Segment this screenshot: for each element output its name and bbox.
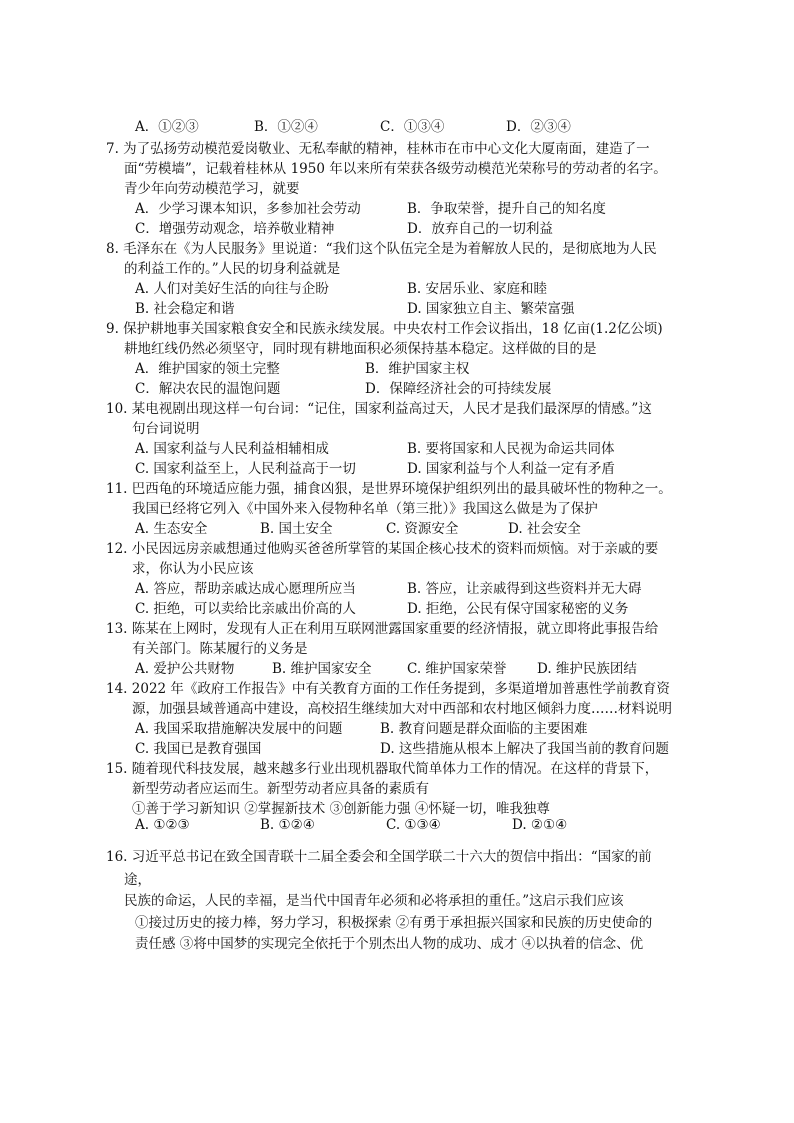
option-a: A. 人们对美好生活的向往与企盼 bbox=[135, 281, 329, 297]
option-d: D. 这些措施从根本上解决了我国当前的教育问题 bbox=[380, 741, 669, 757]
option-b: B．争取荣誉，提升自己的知名度 bbox=[407, 201, 606, 217]
question-11-stem: 我国已经将它列入《中国外来入侵物种名单（第三批）》我国这么做是为了保护 bbox=[132, 501, 598, 517]
option-c: C．①③④ bbox=[380, 119, 445, 135]
option-d: D．放弃自己的一切利益 bbox=[407, 221, 553, 237]
question-16-stem: 途， bbox=[124, 872, 151, 888]
option-d: D. 拒绝，公民有保守国家秘密的义务 bbox=[407, 601, 629, 617]
option-a: A．维护国家的领土完整 bbox=[135, 361, 280, 377]
option-c: C. 拒绝，可以卖给比亲戚出价高的人 bbox=[135, 601, 356, 617]
question-15-stem: 新型劳动者应运而生。新型劳动者应具备的素质有 bbox=[132, 781, 429, 797]
option-d: D. ②①④ bbox=[512, 817, 568, 833]
option-c: C. 维护国家荣誉 bbox=[407, 661, 507, 677]
option-c: C. 国家利益至上，人民利益高于一切 bbox=[135, 461, 356, 477]
question-8-stem: 的利益工作的。”人民的切身利益就是 bbox=[124, 261, 341, 277]
option-b: B. 教育问题是群众面临的主要困难 bbox=[380, 721, 588, 737]
option-d: D. 维护民族团结 bbox=[537, 661, 637, 677]
option-d: D．保障经济社会的可持续发展 bbox=[365, 381, 552, 397]
question-7-stem: 7. 为了弘扬劳动模范爱岗敬业、无私奉献的精神，桂林市在市中心文化大厦南面，建造了一 bbox=[106, 141, 650, 157]
question-14-stem: 14. 2022 年《政府工作报告》中有关教育方面的工作任务提到，多渠道增加普惠性学前教育资 bbox=[106, 681, 670, 697]
question-13-stem: 有关部门。陈某履行的义务是 bbox=[132, 641, 308, 657]
option-b: B. 国土安全 bbox=[260, 521, 333, 537]
question-10-stem: 句台词说明 bbox=[132, 421, 200, 437]
option-c: B. 社会稳定和谐 bbox=[135, 301, 235, 317]
question-15-stem: 15. 随着现代科技发展，越来越多行业出现机器取代简单体力工作的情况。在这样的背景下， bbox=[106, 761, 659, 777]
option-c: C．解决农民的温饱问题 bbox=[135, 381, 281, 397]
question-9-stem: 9. 保护耕地事关国家粮食安全和民族永续发展。中央农村工作会议指出，18 亿亩(1.2亿公顷) bbox=[106, 321, 663, 337]
question-14-stem: 源，加强县域普通高中建设，高校招生继续加大对中西部和农村地区倾斜力度……材料说明 bbox=[132, 701, 672, 717]
question-16-stem: 民族的命运，人民的幸福，是当代中国青年必须和必将承担的重任。”这启示我们应该 bbox=[124, 893, 624, 909]
question-12-stem: 求，你认为小民应该 bbox=[132, 561, 254, 577]
question-10-stem: 10. 某电视剧出现这样一句台词：“记住，国家利益高过天，人民才是我们最深厚的情感。”这 bbox=[106, 401, 652, 417]
question-11-stem: 11. 巴西龟的环境适应能力强，捕食凶狠，是世界环境保护组织列出的最具破坏性的物种之一。 bbox=[106, 481, 672, 497]
question-15-statements: ①善于学习新知识 ②掌握新技术 ③创新能力强 ④怀疑一切，唯我独尊 bbox=[132, 801, 550, 817]
option-b: B. 答应，让亲戚得到这些资料并无大碍 bbox=[407, 581, 642, 597]
option-d: D. 国家利益与个人利益一定有矛盾 bbox=[407, 461, 615, 477]
question-9-stem: 耕地红线仍然必须坚守，同时现有耕地面积必须保持基本稳定。这样做的目的是 bbox=[124, 341, 597, 357]
option-b: B. ①②④ bbox=[260, 817, 315, 833]
option-d: D. 社会安全 bbox=[508, 521, 581, 537]
option-b: B. 要将国家和人民视为命运共同体 bbox=[407, 441, 615, 457]
option-a: A. 我国采取措施解决发展中的问题 bbox=[135, 721, 343, 737]
question-16-statements: ①接过历史的接力棒，努力学习，积极探索 ②有勇于承担振兴国家和民族的历史使命的 bbox=[135, 915, 653, 931]
question-7-stem: 青少年向劳动模范学习，就要 bbox=[124, 181, 300, 197]
option-b: B. 维护国家安全 bbox=[272, 661, 372, 677]
question-7-stem: 面“劳模墙”，记载着桂林从 1950 年以来所有荣获各级劳动模范光荣称号的劳动者的名字。 bbox=[124, 161, 667, 177]
question-16-statements: 责任感 ③将中国梦的实现完全依托于个别杰出人物的成功、成才 ④以执着的信念、优 bbox=[135, 936, 644, 952]
question-8-stem: 8. 毛泽东在《为人民服务》里说道：“我们这个队伍完全是为着解放人民的，是彻底地为人民 bbox=[106, 241, 657, 257]
option-a: A. 国家利益与人民利益相辅相成 bbox=[135, 441, 329, 457]
option-c: C．增强劳动观念，培养敬业精神 bbox=[135, 221, 335, 237]
option-a: A. ①②③ bbox=[135, 817, 190, 833]
option-c: C. ①③④ bbox=[386, 817, 441, 833]
question-16-stem: 16. 习近平总书记在致全国青联十二届全委会和全国学联二十六大的贺信中指出：“国家的前 bbox=[106, 849, 652, 865]
option-b: B. 安居乐业、家庭和睦 bbox=[407, 281, 548, 297]
option-a: A. 爱护公共财物 bbox=[135, 661, 235, 677]
option-a: A．少学习课本知识，多参加社会劳动 bbox=[135, 201, 361, 217]
question-12-stem: 12. 小民因远房亲戚想通过他购买爸爸所掌管的某国企核心技术的资料而烦恼。对于亲戚的要 bbox=[106, 541, 659, 557]
option-a: A．①②③ bbox=[135, 119, 199, 135]
option-b: B．维护国家主权 bbox=[365, 361, 470, 377]
option-c: C. 我国已是教育强国 bbox=[135, 741, 262, 757]
option-d: D．②③④ bbox=[506, 119, 571, 135]
option-c: C. 资源安全 bbox=[386, 521, 459, 537]
option-d: D. 国家独立自主、繁荣富强 bbox=[407, 301, 575, 317]
option-a: A. 生态安全 bbox=[135, 521, 208, 537]
option-a: A. 答应，帮助亲戚达成心愿理所应当 bbox=[135, 581, 356, 597]
option-b: B．①②④ bbox=[254, 119, 318, 135]
question-13-stem: 13. 陈某在上网时，发现有人正在利用互联网泄露国家重要的经济情报，就立即将此事报告给 bbox=[106, 621, 659, 637]
